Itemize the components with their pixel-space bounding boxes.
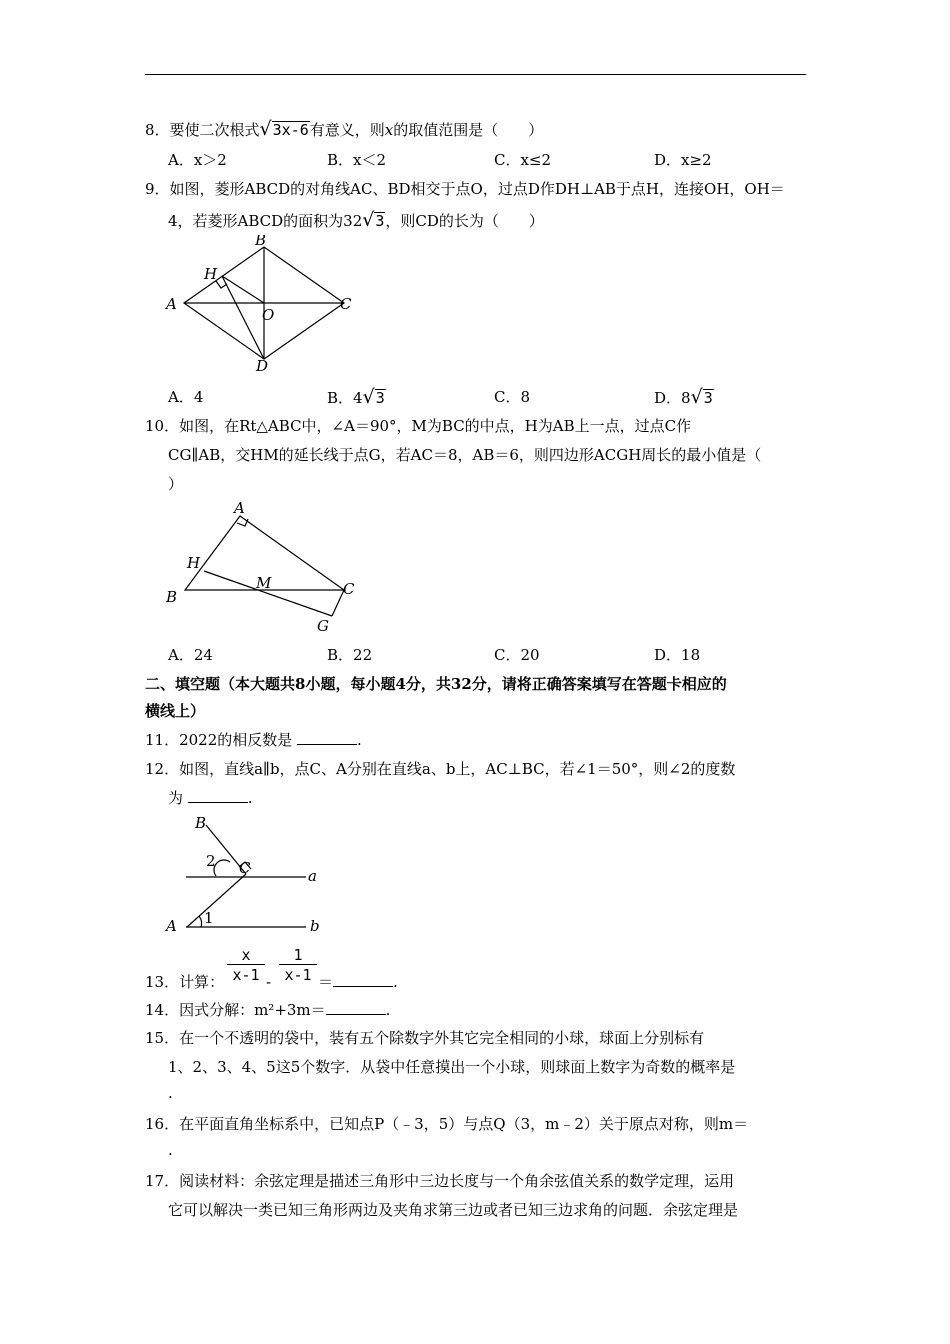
q10-triangle-figure [160, 498, 370, 638]
q12-line1: 12．如图，直线a∥b，点C、A分别在直线a、b上，AC⊥BC，若∠1＝50°，则∠2的度数 [145, 760, 736, 778]
q10-option-b: B．22 [327, 646, 373, 664]
q14-text: 14．因式分解：m²+3m＝ . [145, 1001, 391, 1019]
q12-parallel-lines-figure [160, 810, 330, 940]
q8-option-d: D．x≥2 [654, 151, 712, 169]
q13-minus: - [266, 973, 272, 991]
q12-label-angle2: 2 [206, 852, 216, 870]
q13-fraction1: $\frac{x}{x-1}$ [227, 946, 265, 985]
q10-label-b: B [166, 588, 178, 606]
section2-heading-line2: 横线上） [145, 702, 206, 720]
q10-line2: CG∥AB，交HM的延长线于点G，若AC＝8，AB＝6，则四边形ACGH周长的最小值是（ [168, 446, 762, 464]
q9-option-c: C．8 [494, 388, 531, 406]
q9-option-a: A．4 [168, 388, 204, 406]
q10-option-c: C．20 [494, 646, 540, 664]
q11-text: 11．2022的相反数是 . [145, 731, 362, 749]
q9-option-d: D．8√3 [654, 386, 713, 408]
q10-line3: ） [168, 475, 184, 493]
q10-label-c: C [343, 580, 355, 598]
q10-line1: 10．如图，在Rt△ABC中，∠A＝90°，M为BC的中点，H为AB上一点，过点C作 [145, 417, 692, 435]
segment-ac [187, 874, 246, 927]
q12-label-a-line: a [308, 867, 317, 885]
q9-label-h: H [204, 265, 218, 283]
q13-answer: ＝ . [318, 973, 398, 991]
angle-2-arc [214, 860, 230, 876]
q12-line2: 为 . [168, 789, 253, 807]
q10-label-h: H [187, 554, 201, 572]
q9-label-a: A [166, 295, 177, 313]
q9-line1: 9．如图，菱形ABCD的对角线AC、BD相交于点O，过点D作DH⊥AB于点H，连接OH，OH＝ [145, 180, 785, 198]
q17-line1: 17．阅读材料：余弦定理是描述三角形中三边长度与一个角余弦值关系的数学定理，运用 [145, 1172, 735, 1190]
segment-dh [222, 276, 264, 359]
q9-option-b: B．4√3 [327, 386, 385, 408]
q14-answer-blank [326, 1000, 386, 1015]
q8-option-b: B．x＜2 [327, 151, 387, 169]
q8-radicand: 3x-6 [272, 121, 309, 139]
q16-line1: 16．在平面直角坐标系中，已知点P（﹣3，5）与点Q（3，m﹣2）关于原点对称，则m＝ [145, 1115, 749, 1133]
q12-label-angle1: 1 [204, 909, 214, 927]
q9-label-o: O [262, 306, 275, 324]
q9-line2: 4，若菱形ABCD的面积为32√3，则CD的长为（ ） [168, 209, 544, 231]
q9-label-c: C [340, 295, 352, 313]
q10-option-a: A．24 [168, 646, 213, 664]
q15-line2: 1、2、3、4、5这5个数字．从袋中任意摸出一个小球，则球面上数字为奇数的概率是 [168, 1058, 736, 1076]
q12-label-b: B [195, 814, 207, 832]
q13-answer-blank [333, 972, 393, 987]
q10-label-g: G [317, 617, 329, 635]
q9-label-d: D [256, 357, 269, 375]
q8-option-c: C．x≤2 [494, 151, 552, 169]
q12-label-c: C [239, 859, 251, 877]
q12-label-a: A [166, 917, 177, 935]
q12-label-b-line: b [310, 917, 320, 935]
q15-line1: 15．在一个不透明的袋中，装有五个除数字外其它完全相同的小球，球面上分别标有 [145, 1029, 705, 1047]
q13-fraction2: $\frac{1}{x-1}$ [279, 946, 317, 985]
q10-label-m: M [256, 574, 272, 592]
q10-label-a: A [234, 499, 245, 517]
angle-1-arc [199, 916, 202, 927]
q8-stem: 8．要使二次根式√3x-6有意义，则x的取值范围是（ ） [145, 118, 544, 140]
q10-option-d: D．18 [654, 646, 701, 664]
q9-rhombus-figure [160, 235, 370, 375]
q13-prefix: 13．计算： [145, 973, 225, 991]
section2-heading-line1: 二、填空题（本大题共8小题，每小题4分，共32分，请将正确答案填写在答题卡相应的 [145, 675, 727, 693]
q16-line2: . [168, 1141, 173, 1159]
q11-answer-blank [297, 730, 357, 745]
q17-line2: 它可以解决一类已知三角形两边及夹角求第三边或者已知三边求角的问题．余弦定理是 [168, 1201, 739, 1219]
q15-line3: . [168, 1084, 173, 1102]
header-rule [145, 74, 806, 75]
q8-option-a: A．x＞2 [168, 151, 227, 169]
q9-label-b: B [255, 235, 267, 249]
q12-answer-blank [188, 788, 248, 803]
